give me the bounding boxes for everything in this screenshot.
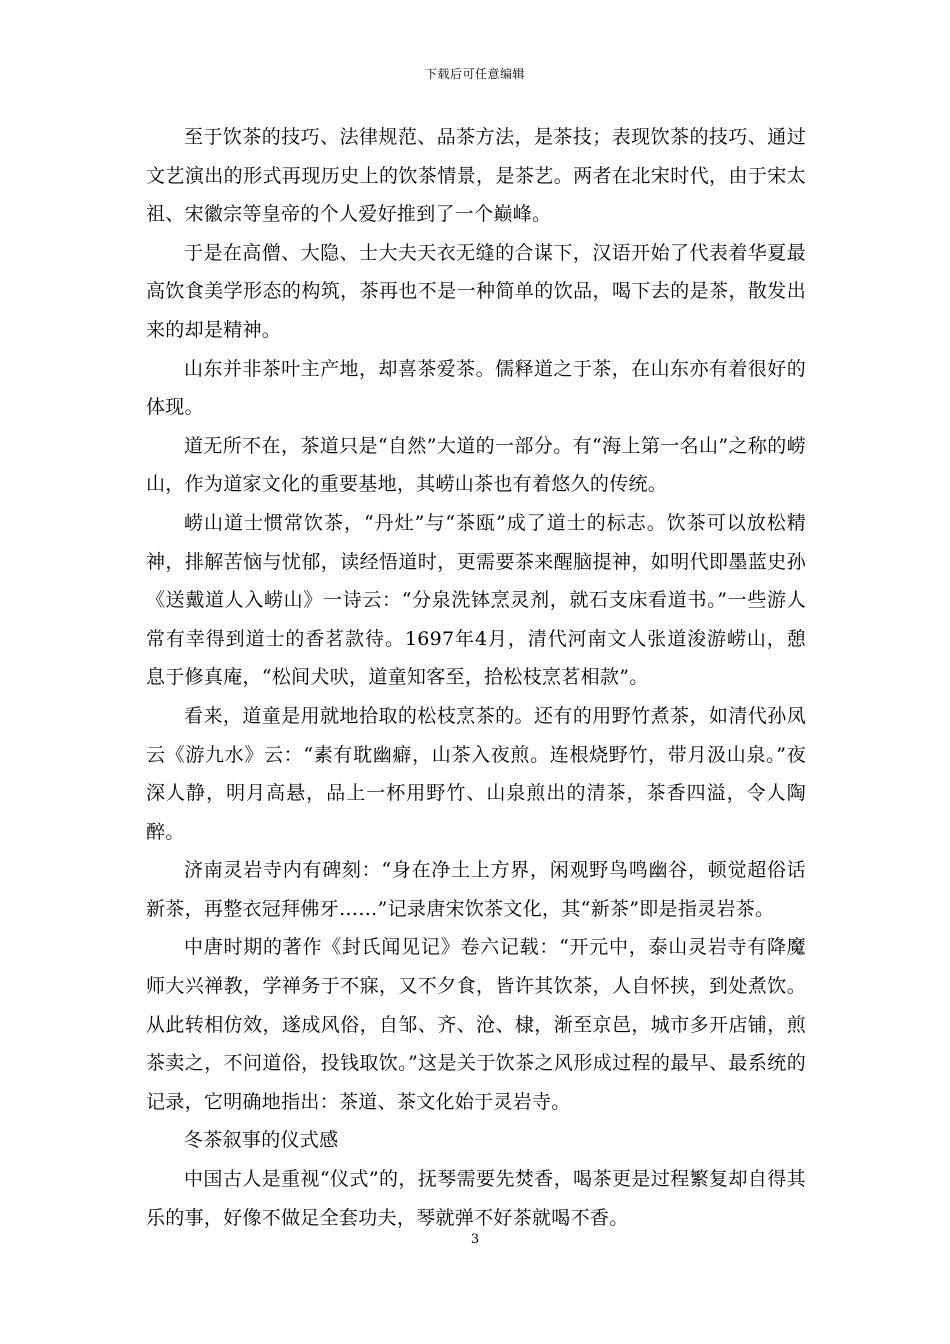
paragraph-pine-branch-tea: 看来，道童是用就地拾取的松枝烹茶的。还有的用野竹煮茶，如清代孙凤云《游九水》云：“素有耽幽癖，山茶入夜煎。连根烧野竹，带月汲山泉。”夜深人静，明月高悬，品上一杯用野竹、山泉煎出的清茶，茶香四溢，令人陶醉。 [146,704,806,843]
paragraph-ritual: 中国古人是重视“仪式”的，抚琴需要先焚香，喝茶更是过程繁复却自得其乐的事，好像不做足全套功夫，琴就弹不好茶就喝不香。 [146,1168,806,1229]
page-header: 下载后可任意编辑 [424,67,525,81]
paragraph-lingyan-inscription: 济南灵岩寺内有碑刻：“身在净土上方界，闲观野鸟鸣幽谷，顿觉超俗话新茶，再整衣冠拜佛牙……”记录唐宋饮茶文化，其“新茶”即是指灵岩茶。 [146,859,806,920]
paragraph-tea-skills: 至于饮茶的技巧、法律规范、品茶方法，是茶技；表现饮茶的技巧、通过文艺演出的形式再现历史上的饮茶情景，是茶艺。两者在北宋时代，由于宋太祖、宋徽宗等皇帝的个人爱好推到了一个巅峰。 [146,126,806,226]
section-heading: 冬茶叙事的仪式感 [184,1129,339,1152]
paragraph-fengshi-record: 中唐时期的著作《封氏闻见记》卷六记载：“开元中，泰山灵岩寺有降魔师大兴禅教，学禅务于不寐，又不夕食，皆许其饮茶，人自怀挟，到处煮饮。从此转相仿效，遂成风俗，自邹、齐、沧、棣，渐至京邑，城市多开店铺，煎茶卖之，不问道俗，投钱取饮。”这是关于饮茶之风形成过程的最早、最系统的记录，它明确地指出：茶道、茶文化始于灵岩寺。 [146,936,806,1113]
paragraph-shandong-tea: 山东并非茶叶主产地，却喜茶爱茶。儒释道之于茶，在山东亦有着很好的体现。 [146,357,806,419]
paragraph-laoshan-taoists: 崂山道士惯常饮茶，“丹灶”与“茶瓯”成了道士的标志。饮茶可以放松精神，排解苦恼与忧郁，读经悟道时，更需要茶来醒脑提神，如明代即墨蓝史孙《送戴道人入崂山》一诗云：“分泉洗钵烹灵剂，就石支床看道书。”一些游人常有幸得到道士的香茗款待。1697年4月，清代河南文人张道浚游崂山，憩息于修真庵，“松间犬吠，道童知客至，拾松枝烹茗相款”。 [146,511,806,689]
paragraph-tea-spirit: 于是在高僧、大隐、士大夫天衣无缝的合谋下，汉语开始了代表着华夏最高饮食美学形态的构筑，茶再也不是一种简单的饮品，喝下去的是茶，散发出来的却是精神。 [146,241,806,341]
paragraph-laoshan-tea: 道无所不在，茶道只是“自然”大道的一部分。有“海上第一名山”之称的崂山，作为道家文化的重要基地，其崂山茶也有着悠久的传统。 [146,434,806,496]
document-body [146,118,806,1237]
page-number: 3 [470,1232,480,1247]
